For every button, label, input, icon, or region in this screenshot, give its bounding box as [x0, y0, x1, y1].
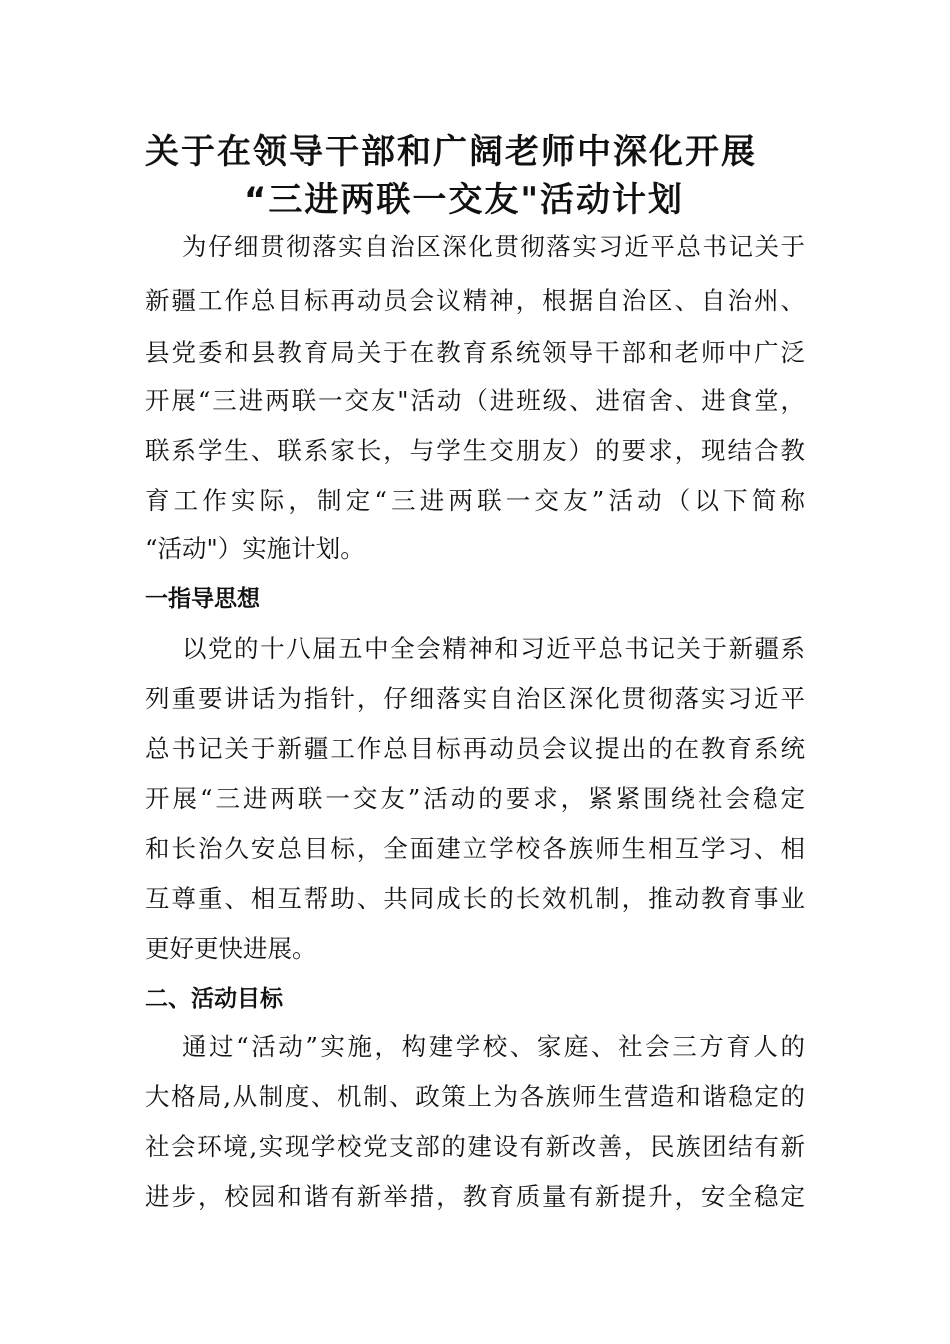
intro-line: 开展“三进两联一交友"活动（进班级、进宿舍、进食堂， [145, 386, 805, 415]
section2-line: 通过“活动”实施，构建学校、家庭、社会三方育人的 [182, 1032, 805, 1061]
section1-line: 总书记关于新疆工作总目标再动员会议提出的在教育系统 [145, 734, 805, 763]
section-heading-guiding-ideology: 一指导思想 [145, 586, 260, 612]
intro-line: 育工作实际，制定“三进两联一交友”活动（以下简称 [145, 486, 805, 515]
section-heading-activity-goals: 二、活动目标 [145, 986, 283, 1012]
intro-line: “活动"）实施计划。 [145, 534, 365, 563]
intro-line: 联系学生、联系家长，与学生交朋友）的要求，现结合教 [145, 436, 805, 465]
section1-line: 开展“三进两联一交友”活动的要求，紧紧围绕社会稳定 [145, 784, 805, 813]
section2-line: 进步，校园和谐有新举措，教育质量有新提升，安全稳定 [145, 1182, 805, 1211]
section1-line: 更好更快进展。 [145, 934, 317, 963]
section1-line: 列重要讲话为指针，仔细落实自治区深化贯彻落实习近平 [145, 684, 805, 713]
section1-line: 和长治久安总目标，全面建立学校各族师生相互学习、相 [145, 834, 805, 863]
intro-line: 县党委和县教育局关于在教育系统领导干部和老师中广泛 [145, 338, 805, 367]
section1-line: 以党的十八届五中全会精神和习近平总书记关于新疆系 [182, 634, 805, 663]
intro-line: 为仔细贯彻落实自治区深化贯彻落实习近平总书记关于 [182, 232, 805, 261]
document-title-line-2: “三进两联一交友"活动计划 [244, 180, 685, 220]
section1-line: 互尊重、相互帮助、共同成长的长效机制，推动教育事业 [145, 884, 805, 913]
intro-line: 新疆工作总目标再动员会议精神，根据自治区、自治州、 [145, 286, 805, 315]
section2-line: 大格局,从制度、机制、政策上为各族师生营造和谐稳定的 [145, 1082, 805, 1111]
section2-line: 社会环境,实现学校党支部的建设有新改善，民族团结有新 [145, 1132, 805, 1161]
document-title-line-1: 关于在领导干部和广阔老师中深化开展 [145, 132, 757, 172]
